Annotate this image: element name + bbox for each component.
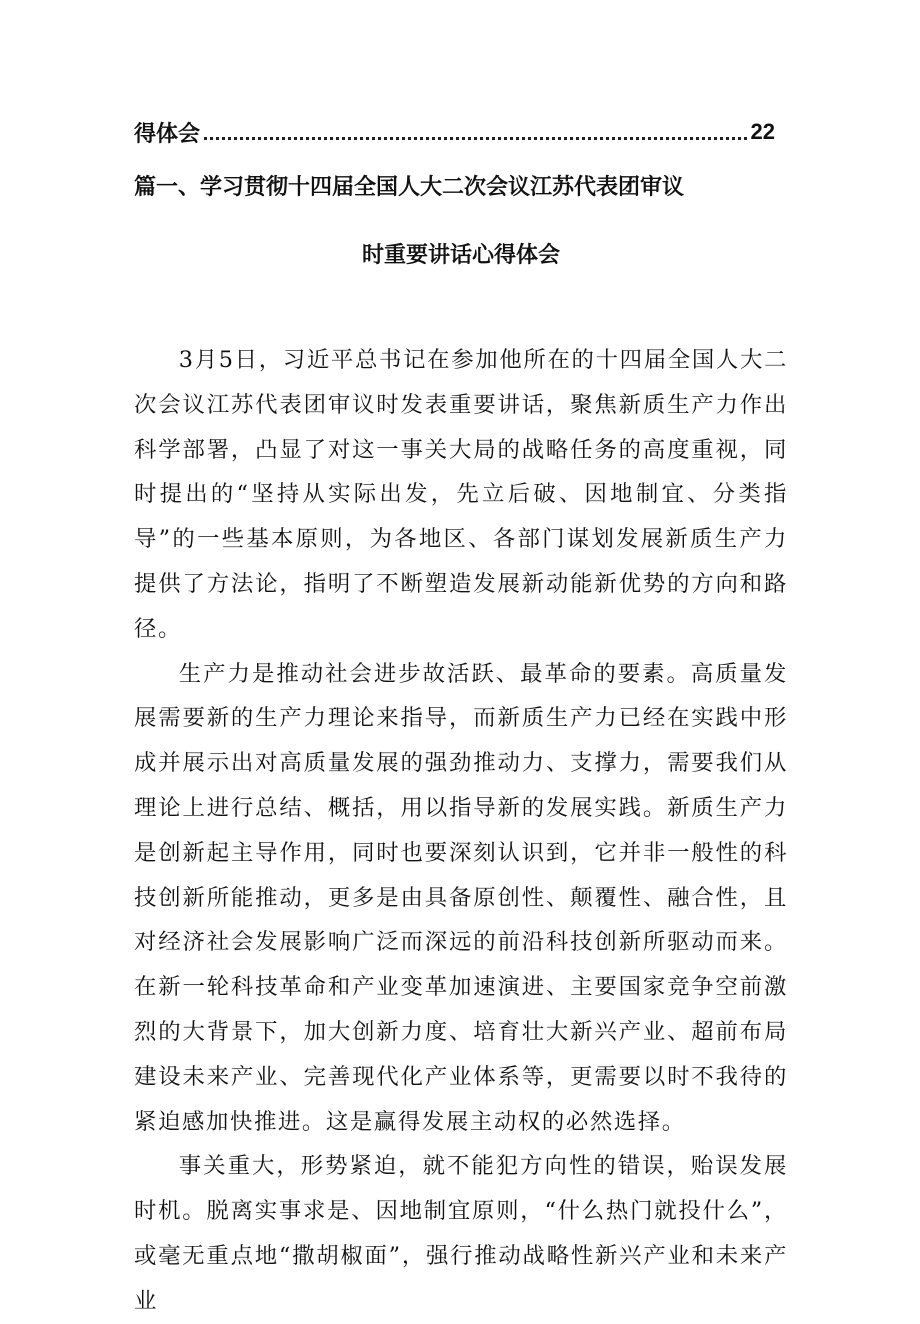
body-text: [134, 338, 788, 1324]
toc-entry-page-number: 22: [750, 119, 775, 144]
section-heading-line-2: 时重要讲话心得体会: [361, 243, 560, 268]
toc-entry[interactable]: [134, 114, 775, 150]
toc-entry-title: 得体会: [134, 121, 201, 147]
paragraph-2: 生产力是推动社会进步故活跃、最革命的要素。高质量发展需要新的生产力理论来指导，而新质生产力已经在实践中形成并展示出对高质量发展的强劲推动力、支撑力，需要我们从理论上进行总结、概括，用以指导新的发展实践。新质生产力是创新起主导作用，同时也要深刻认识到，它并非一般性的科技创新所能推动，更多是由具备原创性、颠覆性、融合性，且对经济社会发展影响广泛而深远的前沿科技创新所驱动而来。在新一轮科技革命和产业变革加速演进、主要国家竞争空前激烈的大背景下，加大创新力度、培育壮大新兴产业、超前布局建设未来产业、完善现代化产业体系等，更需要以时不我待的紧迫感加快推进。这是赢得发展主动权的必然选择。: [134, 660, 788, 1135]
toc-leader-dots: [204, 137, 747, 140]
paragraph-3: 事关重大，形势紧迫，就不能犯方向性的错误，贻误发展时机。脱离实事求是、因地制宜原则，“什么热门就投什么”，或毫无重点地“撒胡椒面”，强行推动战略性新兴产业和未来产业: [134, 1153, 788, 1314]
section-heading-line-1: 篇一、学习贯彻十四届全国人大二次会议江苏代表团审议: [134, 175, 685, 200]
paragraph-1: 3月5日，习近平总书记在参加他所在的十四届全国人大二次会议江苏代表团审议时发表重要讲话，聚焦新质生产力作出科学部署，凸显了对这一事关大局的战略任务的高度重视，同时提出的“坚持从实际出发，先立后破、因地制宜、分类指导”的一些基本原则，为各地区、各部门谋划发展新质生产力提供了方法论，指明了不断塑造发展新动能新优势的方向和路径。: [134, 347, 788, 642]
